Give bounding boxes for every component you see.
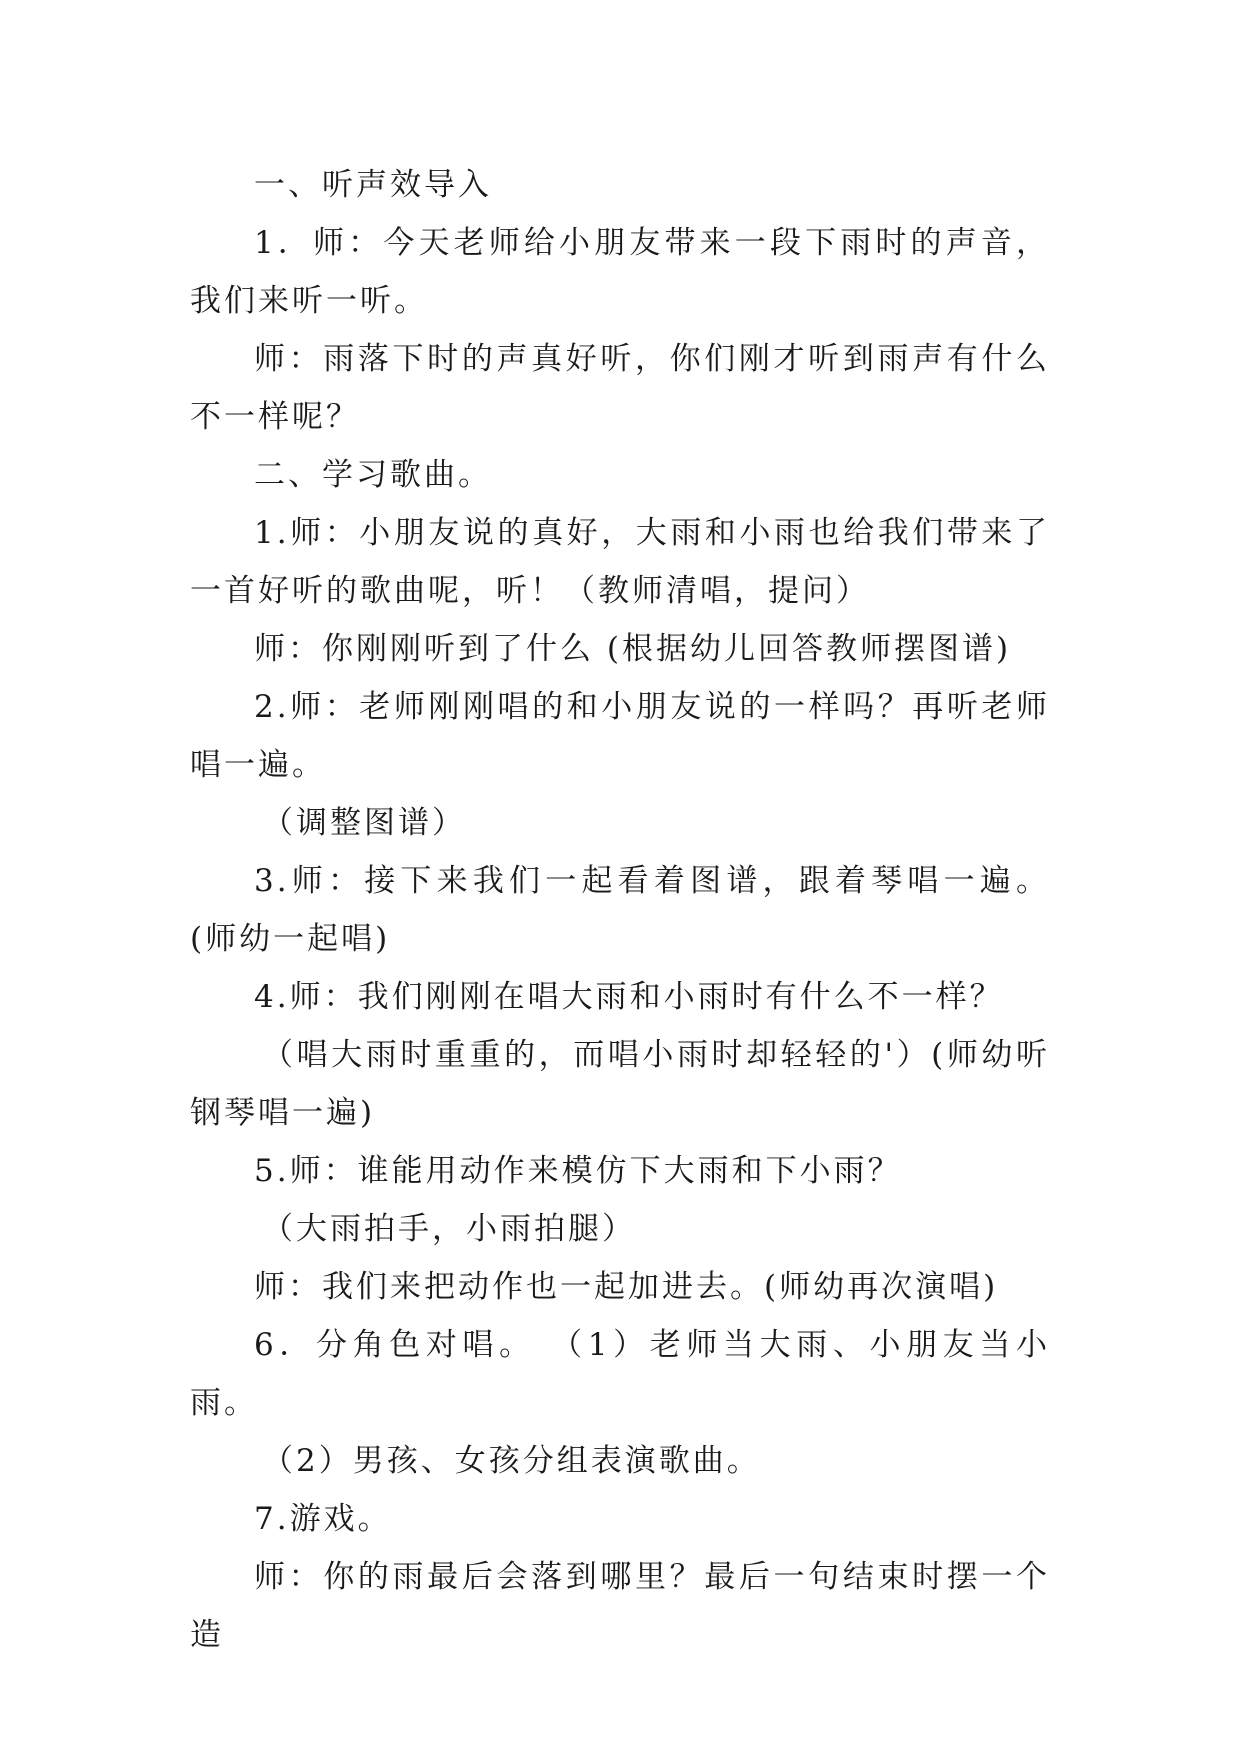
paragraph: 6．分角色对唱。 （1）老师当大雨、小朋友当小雨。 [190,1327,1050,1421]
paragraph: 7.游戏。 [254,1501,392,1537]
paragraph: 1．师：今天老师给小朋友带来一段下雨时的声音，我们来听一听。 [190,225,1050,319]
section-heading-learn-song: 二、学习歌曲。 [254,457,492,493]
paragraph: （唱大雨时重重的，而唱小雨时却轻轻的'）(师幼听钢琴唱一遍) [190,1037,1050,1131]
section-heading-intro: 一、听声效导入 [254,167,492,203]
paragraph: 1.师：小朋友说的真好，大雨和小雨也给我们带来了一首好听的歌曲呢，听！（教师清唱，提问） [190,515,1050,609]
document-body [190,156,1050,1664]
paragraph: （调整图谱） [262,805,466,841]
paragraph: （2）男孩、女孩分组表演歌曲。 [262,1443,761,1479]
paragraph: 师：我们来把动作也一起加进去。(师幼再次演唱) [254,1269,999,1305]
paragraph: 师：雨落下时的声真好听，你们刚才听到雨声有什么不一样呢？ [190,341,1050,435]
paragraph: 师：你刚刚听到了什么 (根据幼儿回答教师摆图谱) [254,631,1012,667]
paragraph: 2.师：老师刚刚唱的和小朋友说的一样吗？再听老师唱一遍。 [190,689,1050,783]
paragraph: （大雨拍手，小雨拍腿） [262,1211,636,1247]
paragraph: 4.师：我们刚刚在唱大雨和小雨时有什么不一样？ [254,979,1004,1015]
paragraph: 3.师：接下来我们一起看着图谱，跟着琴唱一遍。(师幼一起唱) [190,863,1050,957]
paragraph: 5.师：谁能用动作来模仿下大雨和下小雨？ [254,1153,902,1189]
paragraph: 师：你的雨最后会落到哪里？最后一句结束时摆一个造 [190,1559,1050,1653]
